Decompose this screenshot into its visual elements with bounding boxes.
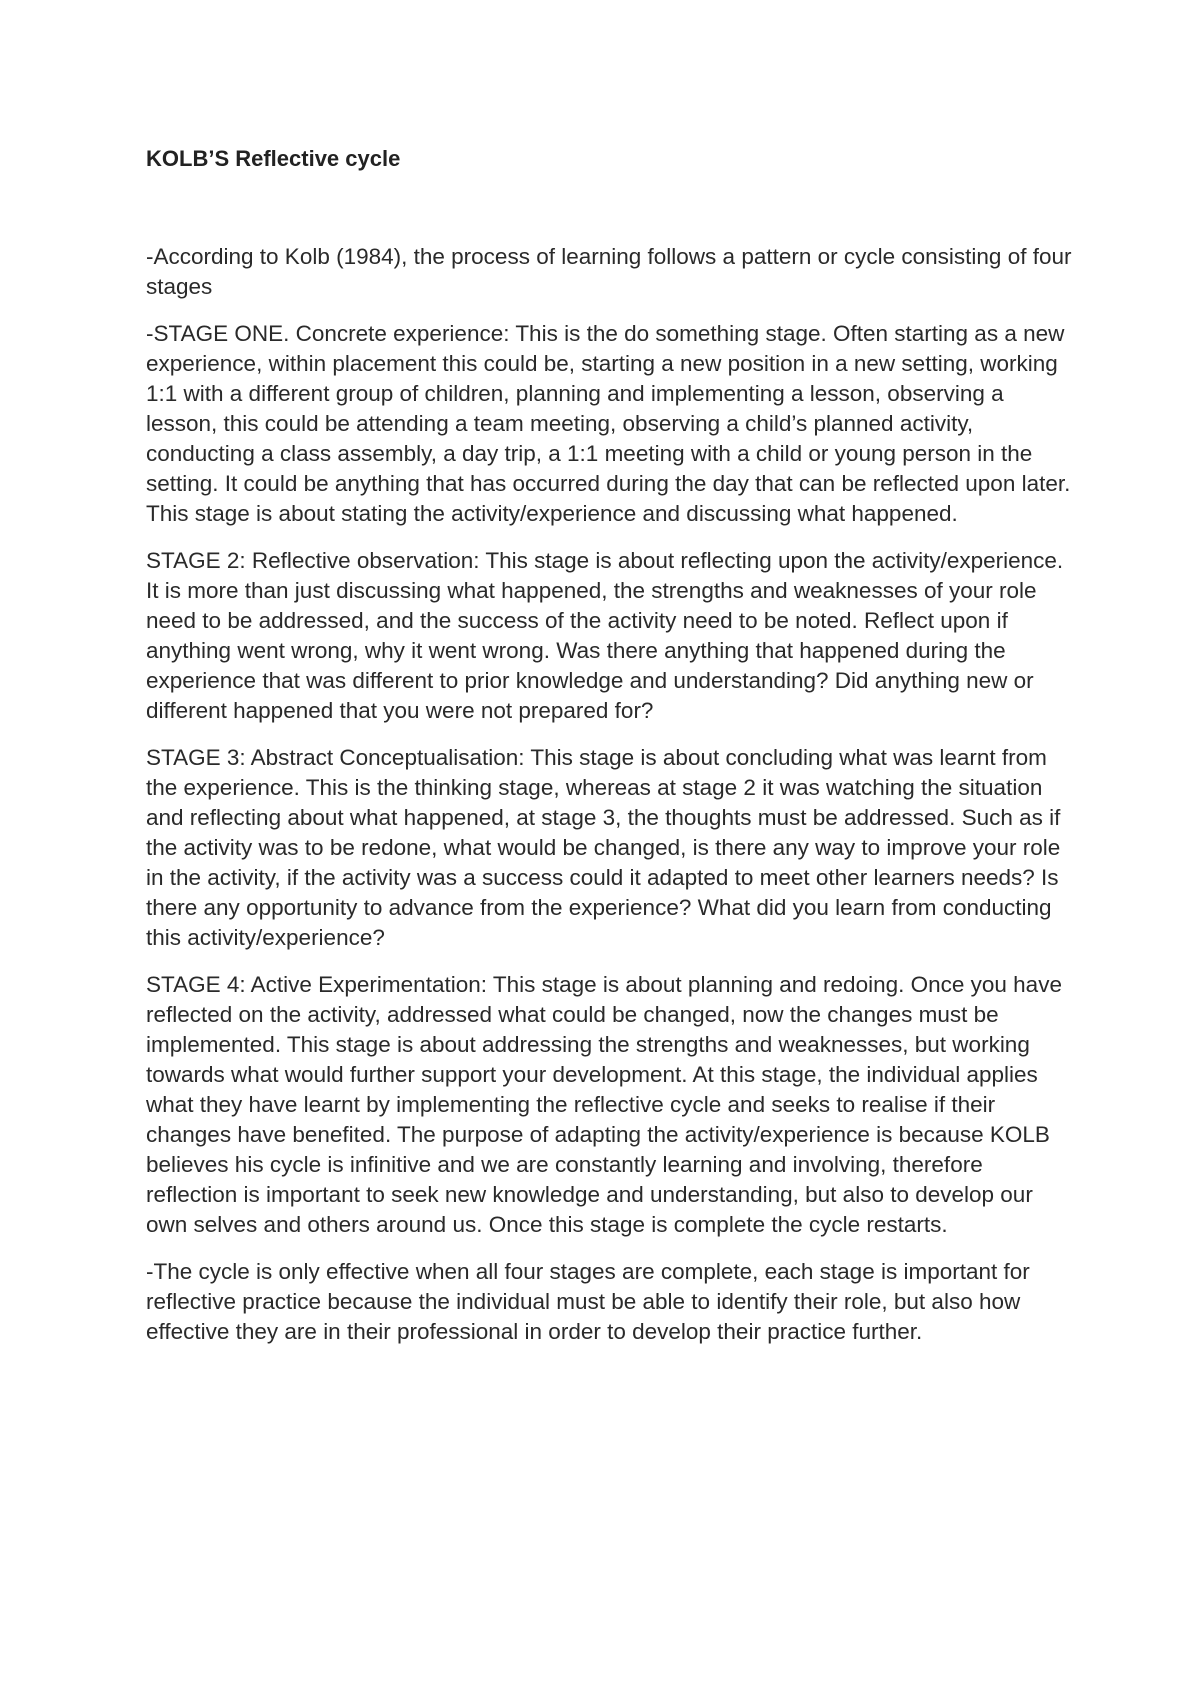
intro-paragraph: -According to Kolb (1984), the process of learning follows a pattern or cycle consisting of four stages xyxy=(146,244,1072,299)
document-title: KOLB’S Reflective cycle xyxy=(146,146,401,171)
document-body xyxy=(146,144,1076,1364)
stage-three-paragraph: STAGE 3: Abstract Conceptualisation: This stage is about concluding what was learnt from the experience. This is the thinking stage, whereas at stage 2 it was watching the situation and reflecting about what happened, at stage 3, the thoughts must be addressed. Such as if the activity was to be redone, what would be changed, is there any way to improve your role in the activity, if the activity was a success could it adapted to meet other learners needs? Is there any opportunity to advance from the experience? What did you learn from conducting this activity/experience? xyxy=(146,745,1061,950)
conclusion-paragraph: -The cycle is only effective when all four stages are complete, each stage is important for reflective practice because the individual must be able to identify their role, but also how effective they are in their professional in order to develop their practice further. xyxy=(146,1259,1030,1344)
stage-four-paragraph: STAGE 4: Active Experimentation: This stage is about planning and redoing. Once you have reflected on the activity, addressed what could be changed, now the changes must be implemented. This stage is about addressing the strengths and weaknesses, but working towards what would further support your development. At this stage, the individual applies what they have learnt by implementing the reflective cycle and seeks to realise if their changes have benefited. The purpose of adapting the activity/experience is because KOLB believes his cycle is infinitive and we are constantly learning and involving, therefore reflection is important to seek new knowledge and understanding, but also to develop our own selves and others around us. Once this stage is complete the cycle restarts. xyxy=(146,972,1062,1237)
stage-one-paragraph: -STAGE ONE. Concrete experience: This is the do something stage. Often starting as a new experience, within placement this could be, starting a new position in a new setting, working 1:1 with a different group of children, planning and implementing a lesson, observing a lesson, this could be attending a team meeting, observing a child’s planned activity, conducting a class assembly, a day trip, a 1:1 meeting with a child or young person in the setting. It could be anything that has occurred during the day that can be reflected upon later. This stage is about stating the activity/experience and discussing what happened. xyxy=(146,321,1071,526)
stage-two-paragraph: STAGE 2: Reflective observation: This stage is about reflecting upon the activity/experience. It is more than just discussing what happened, the strengths and weaknesses of your role need to be addressed, and the success of the activity need to be noted. Reflect upon if anything went wrong, why it went wrong. Was there anything that happened during the experience that was different to prior knowledge and understanding? Did anything new or different happened that you were not prepared for? xyxy=(146,548,1064,723)
